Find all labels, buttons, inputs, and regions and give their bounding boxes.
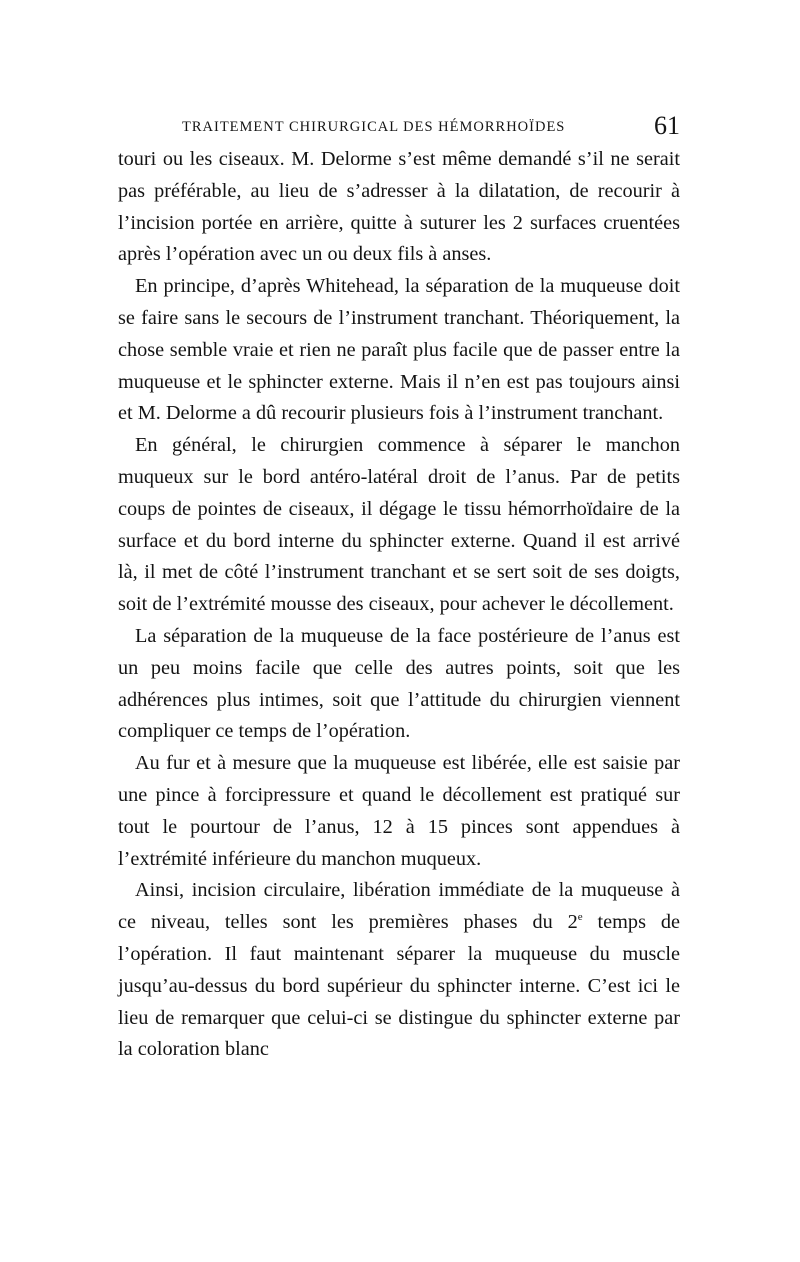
paragraph: [118, 875, 680, 1066]
paragraph-text: temps de l’opération. Il faut maintenant séparer la muqueuse du muscle jusqu’au-dessus du bord supérieur du sphincter interne. C’est ici le lieu de remarquer que celui-ci se distingue du sphincter externe par la coloration blanc: [118, 911, 680, 1061]
running-title: TRAITEMENT CHIRURGICAL DES HÉMORRHOÏDES: [182, 119, 566, 135]
page-number: 61: [654, 111, 680, 140]
paragraph: En général, le chirurgien commence à séparer le manchon muqueux sur le bord antéro-latéral droit de l’anus. Par de petits coups de pointes de ciseaux, il dégage le tissu hémorrhoïdaire de la surface et du bord interne du sphincter externe. Quand il est arrivé là, il met de côté l’instrument tranchant et se sert soit de ses doigts, soit de l’extrémité mousse des ciseaux, pour achever le décollement.: [118, 434, 680, 616]
superscript: e: [577, 911, 583, 924]
paragraph: La séparation de la muqueuse de la face postérieure de l’anus est un peu moins facile que celle des autres points, soit que les adhérences plus intimes, soit que l’attitude du chirurgien viennent compliquer ce temps de l’opération.: [118, 624, 680, 743]
paragraph: Au fur et à mesure que la muqueuse est libérée, elle est saisie par une pince à forcipressure et quand le décollement est pratiqué sur tout le pourtour de l’anus, 12 à 15 pinces sont appendues à l’extrémité inférieure du manchon muqueux.: [118, 752, 680, 870]
paragraph-text: Ainsi, incision circulaire, libération immédiate de la muqueuse à ce niveau, telles sont les premières phases du 2: [118, 879, 680, 934]
page-header: [118, 110, 680, 142]
paragraph: En principe, d’après Whitehead, la séparation de la muqueuse doit se faire sans le secours de l’instrument tranchant. Théoriquement, la chose semble vraie et rien ne paraît plus facile que de passer entre la muqueuse et le sphincter externe. Mais il n’en est pas toujours ainsi et M. Delorme a dû recourir plusieurs fois à l’instrument tranchant.: [118, 275, 680, 425]
paragraph: touri ou les ciseaux. M. Delorme s’est même demandé s’il ne serait pas préférable, au lieu de s’adresser à la dilatation, de recourir à l’incision portée en arrière, quitte à suturer les 2 surfaces cruentées après l’opération avec un ou deux fils à anses.: [118, 148, 680, 266]
body-text: [118, 144, 680, 1066]
